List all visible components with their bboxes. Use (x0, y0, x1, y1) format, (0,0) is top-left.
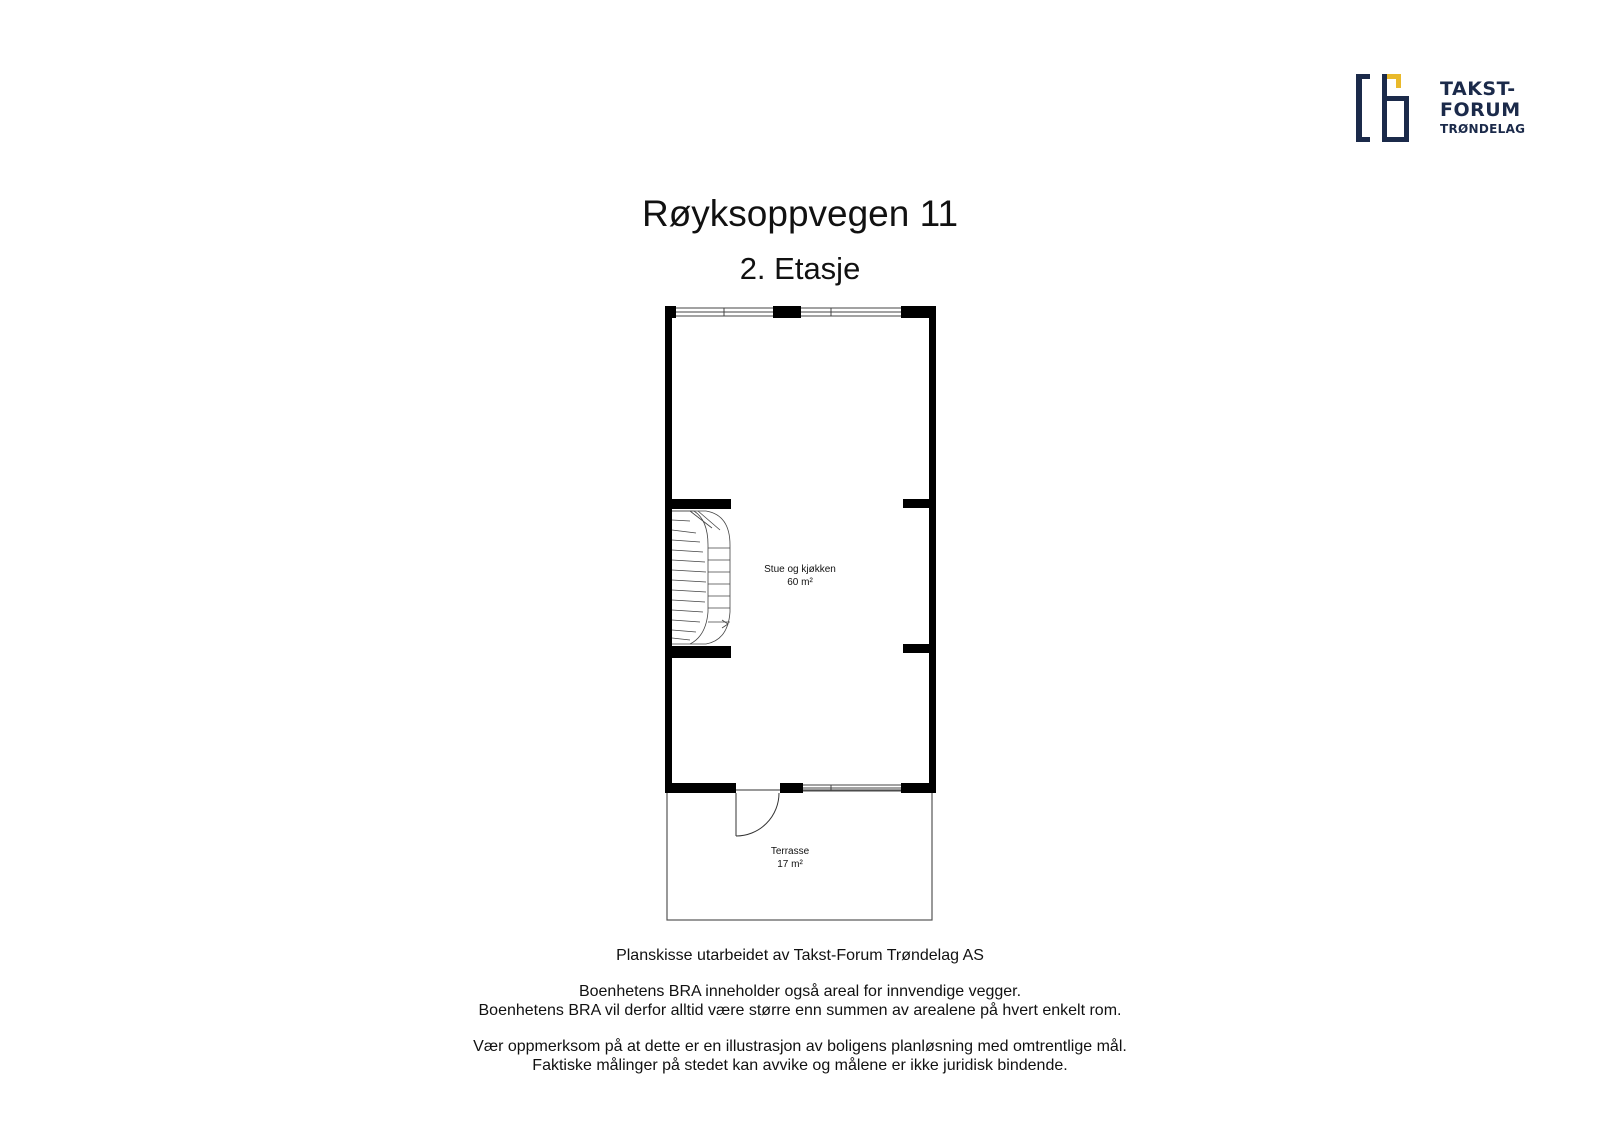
footer-notice-line-1: Vær oppmerksom på at dette er en illustrasjon av boligens planløsning med omtrentlige mål. (473, 1038, 1127, 1055)
brand-line-2: FORUM (1440, 99, 1521, 121)
staircase (672, 511, 730, 644)
room-label-terrace (730, 845, 850, 871)
page-title: Røyksoppvegen 11 (641, 193, 959, 234)
terrace-door (736, 793, 779, 836)
floor-subtitle: 2. Etasje (739, 251, 861, 286)
room-area-terrace: 17 m² (777, 859, 803, 870)
room-name-living: Stue og kjøkken (764, 564, 836, 575)
brand-line-3: TRØNDELAG (1440, 122, 1526, 136)
footer-bra-line-2: Boenhetens BRA vil derfor alltid være større enn summen av arealene på hvert enkelt rom. (478, 1002, 1122, 1019)
exterior-walls (665, 306, 936, 793)
room-area-living: 60 m² (787, 577, 813, 588)
footer-notice-line-2: Faktiske målinger på stedet kan avvike og målene er ikke juridisk bindende. (532, 1057, 1068, 1074)
stair-walls (665, 499, 731, 658)
room-name-terrace: Terrasse (770, 846, 810, 857)
footer-credit: Planskisse utarbeidet av Takst-Forum Trøndelag AS (616, 947, 984, 964)
room-label-living (740, 563, 860, 589)
footer-bra-line-1: Boenhetens BRA inneholder også areal for innvendige vegger. (578, 983, 1022, 1000)
brand-line-1: TAKST- (1440, 78, 1516, 100)
